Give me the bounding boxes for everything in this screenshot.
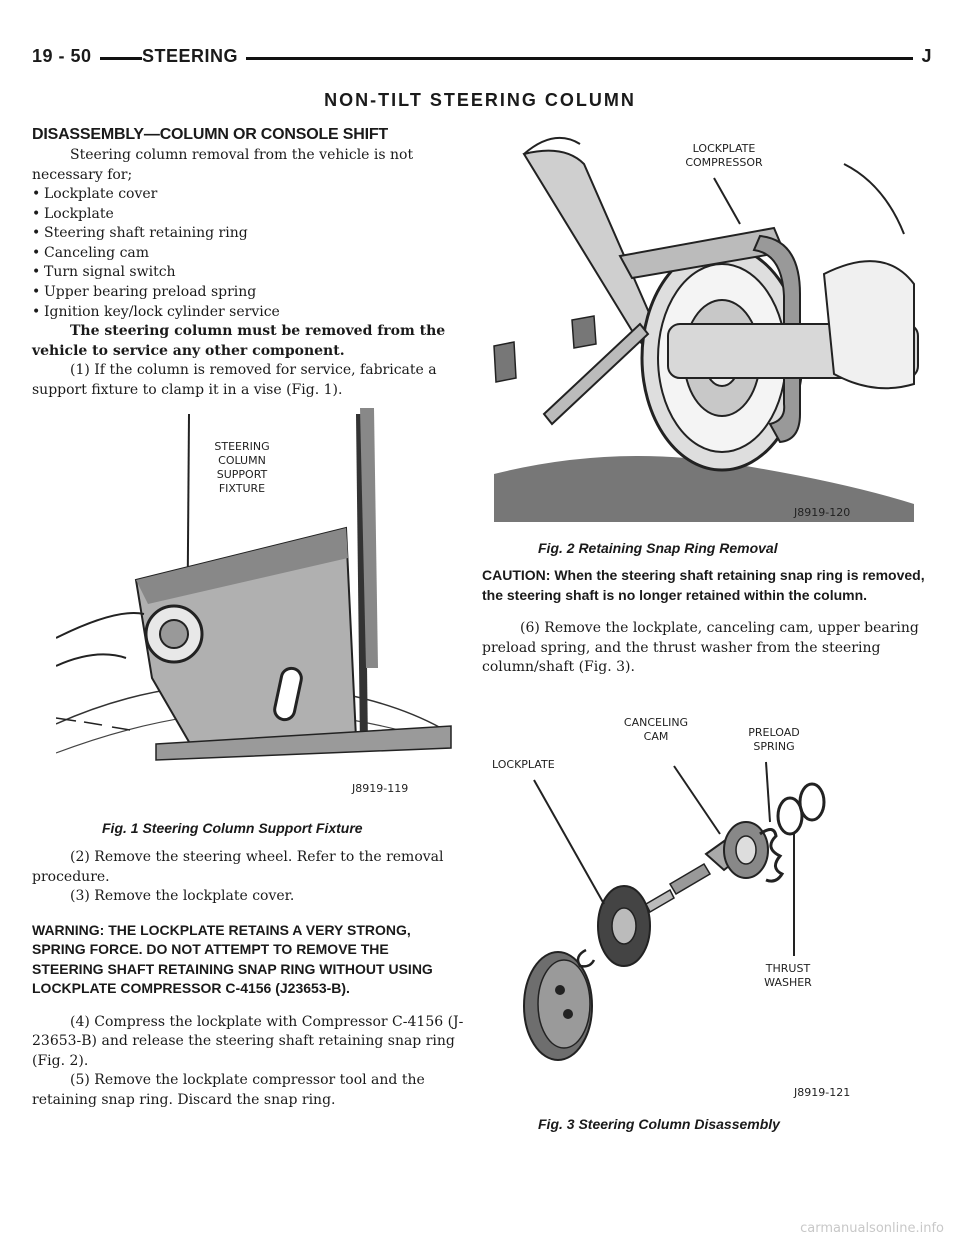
list-item: • Upper bearing preload spring	[32, 283, 464, 303]
service-list	[32, 185, 464, 322]
fig1-label-line-2: COLUMN	[218, 454, 266, 467]
intro-paragraph: Steering column removal from the vehicle is not necessary for;	[32, 147, 414, 183]
list-item: • Lockplate	[32, 205, 464, 225]
list-item: • Canceling cam	[32, 244, 464, 264]
section-letter: J	[913, 46, 932, 67]
left-column-text	[32, 126, 464, 400]
fig3-code: J8919-121	[794, 1086, 851, 1099]
column-disassembly-illustration	[484, 704, 924, 1104]
fig2-code: J8919-120	[794, 506, 851, 519]
caution-text: CAUTION: When the steering shaft retaining snap ring is removed, the steering shaft is no longer retained within the column.	[482, 567, 925, 603]
step-6: (6) Remove the lockplate, canceling cam, upper bearing preload spring, and the thrust washer from the steering column/shaft (Fig. 3).	[482, 620, 919, 675]
list-item: • Lockplate cover	[32, 185, 464, 205]
right-column-text	[482, 566, 928, 678]
bullet-icon: •	[32, 303, 41, 320]
page-header	[32, 46, 932, 72]
step-3: (3) Remove the lockplate cover.	[70, 888, 295, 904]
figure-3-caption: Fig. 3 Steering Column Disassembly	[538, 1116, 780, 1132]
list-item: • Ignition key/lock cylinder service	[32, 303, 464, 323]
fig1-label-line-4: FIXTURE	[218, 482, 266, 495]
fig1-code: J8919-119	[352, 782, 409, 795]
fig1-label-line-3: SUPPORT	[216, 468, 268, 481]
page-number: 19 - 50	[32, 46, 100, 67]
bullet-icon: •	[32, 205, 41, 222]
fig3-preload-spring-line-2: SPRING	[753, 740, 795, 753]
warning-text: WARNING: THE LOCKPLATE RETAINS A VERY STRONG, SPRING FORCE. DO NOT ATTEMPT TO REMOVE THE STEERING SHAFT RETAINING SNAP RING WITHOUT USING LOCKPLATE COMPRESSOR C-4156 (J23653-B).	[32, 921, 433, 996]
list-item: • Turn signal switch	[32, 263, 464, 283]
figure-2-caption: Fig. 2 Retaining Snap Ring Removal	[538, 540, 778, 556]
figure-1	[56, 408, 456, 798]
bullet-icon: •	[32, 244, 41, 261]
bold-note: The steering column must be removed from the vehicle to service any other component.	[32, 323, 446, 359]
figure-2	[484, 124, 924, 522]
fig3-canceling-cam-line-2: CAM	[643, 730, 669, 743]
figure-3	[484, 704, 924, 1104]
section-name: STEERING	[142, 46, 246, 67]
fig2-label-line-2: COMPRESSOR	[685, 156, 763, 169]
fig3-thrust-washer-line-1: THRUST	[765, 962, 811, 975]
bullet-icon: •	[32, 283, 41, 300]
fig1-label-line-1: STEERING	[214, 440, 270, 453]
figure-1-caption: Fig. 1 Steering Column Support Fixture	[102, 820, 363, 836]
step-4: (4) Compress the lockplate with Compressor C-4156 (J-23653-B) and release the steering shaft retaining snap ring (Fig. 2).	[32, 1013, 464, 1069]
snap-ring-removal-illustration	[484, 124, 924, 522]
step-1: (1) If the column is removed for service, fabricate a support fixture to clamp it in a vise (Fig. 1).	[32, 362, 437, 398]
fig3-thrust-washer-line-2: WASHER	[764, 976, 812, 989]
bullet-icon: •	[32, 264, 41, 281]
page-title: NON-TILT STEERING COLUMN	[324, 90, 636, 110]
fig3-lockplate-label: LOCKPLATE	[492, 758, 555, 771]
support-fixture-illustration	[56, 408, 456, 798]
step-5: (5) Remove the lockplate compressor tool and the retaining snap ring. Discard the snap ring.	[32, 1072, 425, 1108]
list-item: • Steering shaft retaining ring	[32, 224, 464, 244]
bullet-icon: •	[32, 225, 41, 242]
fig3-preload-spring-line-1: PRELOAD	[748, 726, 800, 739]
step-2: (2) Remove the steering wheel. Refer to the removal procedure.	[32, 849, 444, 885]
left-column-lower-text	[32, 848, 464, 1110]
section-heading: DISASSEMBLY—COLUMN OR CONSOLE SHIFT	[32, 126, 388, 143]
fig3-canceling-cam-line-1: CANCELING	[623, 716, 689, 729]
fig2-label-line-1: LOCKPLATE	[692, 142, 756, 155]
bullet-icon: •	[32, 186, 41, 202]
footer-watermark: carmanualsonline.info	[800, 1221, 944, 1236]
